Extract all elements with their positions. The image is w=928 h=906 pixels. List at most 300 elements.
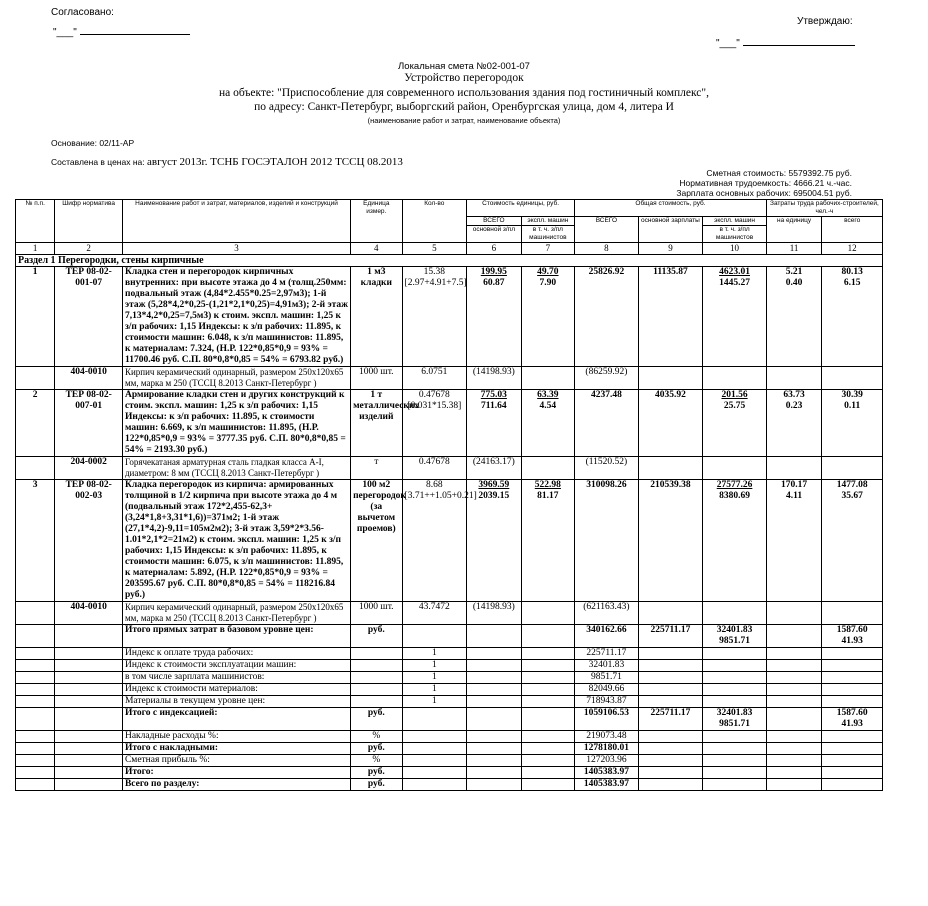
th-no: № п.п. — [16, 200, 55, 243]
row-name: Армирование кладки стен и других конструкций к стоим. экспл. машин: 1,25 к з/п рабочих: 1,15 Индексы: к з/п рабочих: 11.895, к стоимости машин: 6.669, к з/п машинистов: 11.895, (Н.Р. 122*0,85*0,9 = 93% = 3777.35 руб. С.П. 80*0,8*0,85 = 54% = 2193.30 руб.) — [122, 390, 350, 457]
col-num: 6 — [467, 243, 522, 255]
sum-empty — [467, 696, 522, 708]
sum-empty — [521, 743, 574, 755]
row-l-unit-sub: 4.11 — [786, 491, 803, 501]
sum-empty — [16, 672, 55, 684]
row-no — [16, 602, 55, 625]
header-row-1 — [16, 200, 883, 217]
sum-empty — [16, 767, 55, 779]
row-code: ТЕР 08-02-001-07 — [55, 267, 123, 367]
th-total-cost: Общая стоимость, руб. — [575, 200, 767, 217]
row-l-all-sub: 35.67 — [841, 491, 863, 501]
row-t-all: (86259.92) — [575, 367, 639, 390]
sum-l-all — [822, 660, 883, 672]
row-empty — [822, 367, 883, 390]
row-t-all: 4237.48 — [575, 390, 639, 457]
sum-empty — [55, 672, 123, 684]
sum-empty — [521, 672, 574, 684]
sum-empty — [467, 743, 522, 755]
row-l-all-main: 80.13 — [841, 267, 863, 277]
row-empty — [638, 457, 703, 480]
sum-unit: % — [351, 755, 402, 767]
row-empty — [766, 602, 822, 625]
row-t-all: 25826.92 — [575, 267, 639, 367]
summary-row — [16, 684, 883, 696]
sum-t-all: 1059106.53 — [575, 708, 639, 731]
row-l-all — [822, 390, 883, 457]
sum-t-zp — [638, 672, 703, 684]
sum-empty — [16, 696, 55, 708]
sum-name: Индекс к оплате труда рабочих: — [122, 648, 350, 660]
sum-unit: руб. — [351, 767, 402, 779]
row-empty — [703, 602, 767, 625]
sum-unit — [351, 648, 402, 660]
summary-row — [16, 743, 883, 755]
sum-unit: % — [351, 731, 402, 743]
row-u-mach — [521, 390, 574, 457]
row-empty — [521, 367, 574, 390]
row-no: 3 — [16, 480, 55, 602]
sum-t-mach-sub: 9851.71 — [719, 719, 750, 729]
sum-t-all: 340162.66 — [575, 625, 639, 648]
title-caption: (наименование работ и затрат, наименование объекта) — [367, 116, 561, 125]
sum-t-all: 225711.17 — [575, 648, 639, 660]
col-num: 5 — [402, 243, 467, 255]
row-l-all-main: 1477.08 — [836, 480, 868, 490]
sum-t-mach — [703, 767, 767, 779]
row-unit: 1000 шт. — [351, 367, 402, 390]
row-qty-main: 15.38 — [423, 267, 445, 277]
sum-empty — [55, 696, 123, 708]
sum-t-zp — [638, 743, 703, 755]
row-empty — [521, 457, 574, 480]
sum-qty: 1 — [402, 672, 467, 684]
row-qty-formula: [3.71++1.05+0.21] — [404, 491, 477, 501]
sum-empty — [55, 625, 123, 648]
sum-t-all: 32401.83 — [575, 660, 639, 672]
row-u-all — [467, 390, 522, 457]
th-code: Шифр норматива — [55, 200, 123, 243]
th-u-main-zp: основной з/пл — [467, 226, 522, 243]
row-t-zp: 11135.87 — [638, 267, 703, 367]
sum-qty: 1 — [402, 684, 467, 696]
sum-empty — [766, 696, 822, 708]
row-l-unit — [766, 267, 822, 367]
sum-empty — [16, 779, 55, 791]
sum-name: в том числе зарплата машинистов: — [122, 672, 350, 684]
row-t-zp: 210539.38 — [638, 480, 703, 602]
col-num: 10 — [703, 243, 767, 255]
row-u-mach-sub: 81.17 — [537, 491, 559, 501]
totals-block — [676, 168, 852, 198]
row-name: Кирпич керамический одинарный, размером 250x120x65 мм, марка м 250 (ТССЦ 8.2013 Санкт-Петербург ) — [122, 367, 350, 390]
row-code: 204-0002 — [55, 457, 123, 480]
row-empty — [766, 367, 822, 390]
sum-empty — [16, 755, 55, 767]
sum-l-all — [822, 648, 883, 660]
row-u-all-sub: 2039.15 — [478, 491, 510, 501]
row-unit: 1 т металлических изделий — [351, 390, 402, 457]
row-l-unit-sub: 0.23 — [785, 401, 803, 411]
sum-t-mach — [703, 779, 767, 791]
sum-empty — [521, 684, 574, 696]
row-l-all — [822, 480, 883, 602]
row-t-mach — [703, 390, 767, 457]
doc-number: Локальная смета №02-001-07 — [398, 61, 530, 72]
table-row — [16, 367, 883, 390]
sum-name: Итого с накладными: — [122, 743, 350, 755]
sum-name: Индекс к стоимости эксплуатации машин: — [122, 660, 350, 672]
table-row — [16, 457, 883, 480]
sum-empty — [521, 696, 574, 708]
sum-name: Сметная прибыль %: — [122, 755, 350, 767]
row-u-all-sub: 60.87 — [483, 278, 505, 288]
sum-empty — [766, 767, 822, 779]
col-num: 2 — [55, 243, 123, 255]
sum-name: Итого: — [122, 767, 350, 779]
summary-row — [16, 708, 883, 731]
sum-t-zp — [638, 755, 703, 767]
sum-empty — [55, 684, 123, 696]
row-empty — [638, 602, 703, 625]
sum-empty — [521, 648, 574, 660]
sum-t-mach — [703, 672, 767, 684]
col-num: 12 — [822, 243, 883, 255]
th-u-mach: экспл. машин — [521, 217, 574, 226]
row-t-all: (11520.52) — [575, 457, 639, 480]
sum-t-mach — [703, 731, 767, 743]
sum-empty — [521, 731, 574, 743]
th-t-all: ВСЕГО — [575, 217, 639, 243]
sum-l-all — [822, 684, 883, 696]
col-num: 8 — [575, 243, 639, 255]
sum-qty — [402, 755, 467, 767]
row-u-mach-main: 49.70 — [537, 267, 559, 277]
row-l-unit-main: 170.17 — [781, 480, 808, 490]
sum-empty — [55, 708, 123, 731]
sum-unit: руб. — [351, 625, 402, 648]
sum-t-mach-main: 32401.83 — [716, 708, 753, 718]
row-code: ТЕР 08-02-007-01 — [55, 390, 123, 457]
sum-empty — [521, 660, 574, 672]
sum-empty — [467, 779, 522, 791]
sum-t-zp — [638, 731, 703, 743]
row-u-all: (14198.93) — [467, 602, 522, 625]
th-t-incl-mach: в т. ч. з/пл машинистов — [703, 226, 767, 243]
row-unit: 1000 шт. — [351, 602, 402, 625]
row-qty-main: 8.68 — [426, 480, 443, 490]
sum-empty — [467, 731, 522, 743]
th-t-mach: экспл. машин — [703, 217, 767, 226]
row-u-mach-main: 522.98 — [534, 480, 561, 490]
sum-qty: 1 — [402, 660, 467, 672]
sum-empty — [766, 743, 822, 755]
row-l-all — [822, 267, 883, 367]
approve-right-label: Утверждаю: — [797, 16, 853, 27]
row-code: 404-0010 — [55, 367, 123, 390]
sum-t-all: 718943.87 — [575, 696, 639, 708]
sum-qty — [402, 625, 467, 648]
sum-empty — [16, 743, 55, 755]
th-l-all: всего — [822, 217, 883, 243]
sum-qty — [402, 731, 467, 743]
row-l-all-sub: 0.11 — [844, 401, 861, 411]
sum-empty — [16, 660, 55, 672]
summary-row — [16, 648, 883, 660]
th-unit-cost: Стоимость единицы, руб. — [467, 200, 575, 217]
sum-t-zp: 225711.17 — [638, 625, 703, 648]
row-unit: 1 м3 кладки — [351, 267, 402, 367]
row-u-mach — [521, 267, 574, 367]
sum-t-all: 9851.71 — [575, 672, 639, 684]
table-row — [16, 390, 883, 457]
row-qty-main: 0.47678 — [418, 390, 450, 400]
sum-l-all — [822, 743, 883, 755]
sum-t-mach — [703, 743, 767, 755]
sum-empty — [467, 648, 522, 660]
sum-empty — [467, 625, 522, 648]
row-qty — [402, 390, 467, 457]
sum-l-all — [822, 708, 883, 731]
sum-empty — [467, 755, 522, 767]
row-qty: 0.47678 — [402, 457, 467, 480]
row-name: Горячекатаная арматурная сталь гладкая класса А-I, диаметром: 8 мм (ТССЦ 8.2013 Санкт-Петербург ) — [122, 457, 350, 480]
sum-t-all: 82049.66 — [575, 684, 639, 696]
row-u-all-sub: 711.64 — [481, 401, 507, 411]
row-empty — [638, 367, 703, 390]
sum-empty — [16, 731, 55, 743]
address-line: по адресу: Санкт-Петербург, выборгский район, Оренбургская улица, дом 4, литера И — [254, 101, 674, 113]
row-qty-formula: [2.97+4.91+7.5] — [404, 278, 467, 288]
sum-name: Индекс к стоимости материалов: — [122, 684, 350, 696]
row-unit: 100 м2 перегородок (за вычетом проемов) — [351, 480, 402, 602]
summary-row — [16, 696, 883, 708]
row-l-unit-main: 5.21 — [785, 267, 803, 277]
total-wages: Зарплата основных рабочих: 695004.51 руб. — [676, 188, 852, 198]
basis: Основание: 02/11-АР — [51, 138, 135, 148]
sum-l-all-sub: 41.93 — [841, 719, 863, 729]
table-row — [16, 480, 883, 602]
sum-empty — [55, 731, 123, 743]
th-unit: Единица измер. — [351, 200, 402, 243]
row-code: ТЕР 08-02-002-03 — [55, 480, 123, 602]
sum-empty — [766, 755, 822, 767]
sum-t-all: 219073.48 — [575, 731, 639, 743]
sum-name: Материалы в текущем уровне цен: — [122, 696, 350, 708]
section-title: Раздел 1 Перегородки, стены кирпичные — [16, 255, 883, 267]
sum-empty — [521, 779, 574, 791]
row-no: 1 — [16, 267, 55, 367]
row-u-mach-sub: 7.90 — [539, 278, 557, 288]
row-t-mach-sub: 8380.69 — [719, 491, 750, 501]
sum-l-all — [822, 625, 883, 648]
col-num: 11 — [766, 243, 822, 255]
row-l-all-main: 30.39 — [841, 390, 863, 400]
row-t-mach — [703, 480, 767, 602]
sum-empty — [467, 684, 522, 696]
sum-l-all-main: 1587.60 — [836, 708, 868, 718]
summary-row — [16, 755, 883, 767]
row-no: 2 — [16, 390, 55, 457]
sum-t-mach-main: 32401.83 — [716, 625, 753, 635]
sum-t-zp — [638, 779, 703, 791]
summary-row — [16, 779, 883, 791]
row-qty: 6.0751 — [402, 367, 467, 390]
sum-qty — [402, 708, 467, 731]
row-t-mach-main: 27577.26 — [716, 480, 753, 490]
sum-unit — [351, 696, 402, 708]
sum-empty — [521, 755, 574, 767]
sum-l-all — [822, 767, 883, 779]
sum-unit — [351, 672, 402, 684]
row-unit: т — [351, 457, 402, 480]
sum-empty — [16, 625, 55, 648]
sum-empty — [55, 755, 123, 767]
row-t-mach — [703, 267, 767, 367]
sum-name: Накладные расходы %: — [122, 731, 350, 743]
section-row — [16, 255, 883, 267]
sum-t-all: 1405383.97 — [575, 767, 639, 779]
sum-name: Итого с индексацией: — [122, 708, 350, 731]
summary-row — [16, 767, 883, 779]
sum-empty — [16, 708, 55, 731]
sum-empty — [16, 648, 55, 660]
sum-l-all — [822, 696, 883, 708]
sum-empty — [55, 660, 123, 672]
row-u-all — [467, 267, 522, 367]
prices-value: август 2013г. ТСНБ ГОСЭТАЛОН 2012 ТССЦ 08.2013 — [147, 156, 403, 168]
row-empty — [766, 457, 822, 480]
col-num: 4 — [351, 243, 402, 255]
sum-empty — [766, 672, 822, 684]
column-numbers-row — [16, 243, 883, 255]
date-quote: "___" — [716, 38, 740, 49]
sum-empty — [467, 767, 522, 779]
sum-name: Итого прямых затрат в базовом уровне цен: — [122, 625, 350, 648]
sum-t-mach — [703, 755, 767, 767]
sum-t-mach — [703, 684, 767, 696]
table-row — [16, 602, 883, 625]
row-no — [16, 457, 55, 480]
row-empty — [703, 367, 767, 390]
sum-empty — [766, 779, 822, 791]
row-t-all: 310098.26 — [575, 480, 639, 602]
sum-empty — [766, 731, 822, 743]
row-l-unit-sub: 0.40 — [785, 278, 803, 288]
sum-qty: 1 — [402, 648, 467, 660]
row-t-zp: 4035.92 — [638, 390, 703, 457]
sum-t-zp — [638, 767, 703, 779]
total-labor: Нормативная трудоемкость: 4666.21 ч.-час. — [679, 178, 852, 188]
sum-empty — [55, 648, 123, 660]
sum-qty — [402, 779, 467, 791]
sum-empty — [467, 672, 522, 684]
sum-empty — [467, 660, 522, 672]
sum-qty — [402, 767, 467, 779]
th-u-incl-mach: в т. ч. з/пл машинистов — [521, 226, 574, 243]
row-u-all: (14198.93) — [467, 367, 522, 390]
sum-l-all — [822, 672, 883, 684]
sum-t-zp — [638, 660, 703, 672]
sum-l-all-sub: 41.93 — [841, 636, 863, 646]
date-quote: "___" — [53, 27, 77, 38]
sum-empty — [766, 660, 822, 672]
row-t-mach-main: 4623.01 — [719, 267, 750, 277]
sum-t-mach — [703, 648, 767, 660]
row-name: Кладка стен и перегородок кирпичных внутренних: при высоте этажа до 4 м (толщ.250мм: подвальный этаж (4,84*2.455*0.25=2,97м3); 1-й этаж (5,28*4,2*0,25-(1,21*2,1*0,25)=4,91м3); 2-й этаж 7,13*4,2*0,25=7,5м3) к стоим. экспл. машин: 1,25 к з/п рабочих: 1,15 Индексы: к з/п рабочих: 11.895, к стоимости машин: 6.048, к з/п машинистов: 11.895, к материалам: 7.324, (Н.Р. 122*0,85*0,9 = 93% = 11700.46 руб. С.П. 80*0,8*0,85 = 54% = 6793.82 руб.) — [122, 267, 350, 367]
row-name: Кирпич керамический одинарный, размером 250x120x65 мм, марка м 250 (ТССЦ 8.2013 Санкт-Петербург ) — [122, 602, 350, 625]
col-num: 1 — [16, 243, 55, 255]
th-t-main-wage: основной зарплаты — [638, 217, 703, 243]
th-name: Наименование работ и затрат, материалов, изделий и конструкций — [122, 200, 350, 243]
row-u-mach-main: 63.39 — [537, 390, 559, 400]
sum-unit: руб. — [351, 743, 402, 755]
sum-t-mach-sub: 9851.71 — [719, 636, 750, 646]
row-l-all-sub: 6.15 — [843, 278, 861, 288]
sum-l-all — [822, 755, 883, 767]
sum-l-all-main: 1587.60 — [836, 625, 868, 635]
row-u-all: (24163.17) — [467, 457, 522, 480]
row-l-unit-main: 63.73 — [783, 390, 805, 400]
sum-t-mach — [703, 696, 767, 708]
sum-empty — [766, 684, 822, 696]
summary-row — [16, 672, 883, 684]
summary-row — [16, 731, 883, 743]
row-u-all-main: 775.03 — [480, 390, 507, 400]
approved-left-date — [53, 27, 190, 38]
row-empty — [822, 457, 883, 480]
sum-empty — [521, 708, 574, 731]
th-l-unit: на единицу — [766, 217, 822, 243]
estimate-table — [15, 199, 883, 791]
sum-name: Всего по разделу: — [122, 779, 350, 791]
prices-label: Составлена в ценах на: — [51, 157, 147, 167]
sum-empty — [766, 625, 822, 648]
sum-t-all: 1278180.01 — [575, 743, 639, 755]
sum-empty — [55, 779, 123, 791]
col-num: 3 — [122, 243, 350, 255]
sum-t-zp — [638, 696, 703, 708]
sum-empty — [521, 767, 574, 779]
sum-empty — [55, 767, 123, 779]
row-qty — [402, 267, 467, 367]
approved-left-label: Согласовано: — [51, 7, 114, 18]
row-t-all: (621163.43) — [575, 602, 639, 625]
row-u-all-main: 3969.59 — [478, 480, 510, 490]
row-name: Кладка перегородок из кирпича: армированных толщиной в 1/2 кирпича при высоте этажа до 4 м (подвальный этаж 172*2,455-62,3+(3,24*1,8+3,31*1,6))=371м2; 1-й этаж (27,1*4,2)-9,11=105м2м2); 3-й этаж 3,59*2*3.56-1.01*2,1*2=21м2) к стоим. экспл. машин: 1,25 к з/п рабочих: 1,15 Индексы: к з/п рабочих: 11.895, к стоимости машин: 6.075, к з/п машинистов: 11.895, к материалам: 5.892, (Н.Р. 122*0,85*0,9 = 93% = 203595.67 руб. С.П. 80*0,8*0,85 = 54% = 118216.84 руб.) — [122, 480, 350, 602]
prices-line — [51, 156, 403, 168]
sum-t-zp — [638, 684, 703, 696]
th-labor: Затраты труда рабочих-строителей, чел.-ч — [766, 200, 882, 217]
row-u-mach-sub: 4.54 — [539, 401, 557, 411]
sum-empty — [521, 625, 574, 648]
sum-qty — [402, 743, 467, 755]
row-code: 404-0010 — [55, 602, 123, 625]
table-row — [16, 267, 883, 367]
row-qty: 43.7472 — [402, 602, 467, 625]
th-qty: Кол-во — [402, 200, 467, 243]
row-l-unit — [766, 390, 822, 457]
row-t-mach-sub: 25.75 — [723, 401, 746, 411]
sum-empty — [55, 743, 123, 755]
sum-t-mach — [703, 660, 767, 672]
sum-unit — [351, 660, 402, 672]
row-qty — [402, 480, 477, 602]
sum-unit: руб. — [351, 708, 402, 731]
col-num: 7 — [521, 243, 574, 255]
sum-t-mach — [703, 625, 767, 648]
total-cost: Сметная стоимость: 5579392.75 руб. — [706, 168, 852, 178]
